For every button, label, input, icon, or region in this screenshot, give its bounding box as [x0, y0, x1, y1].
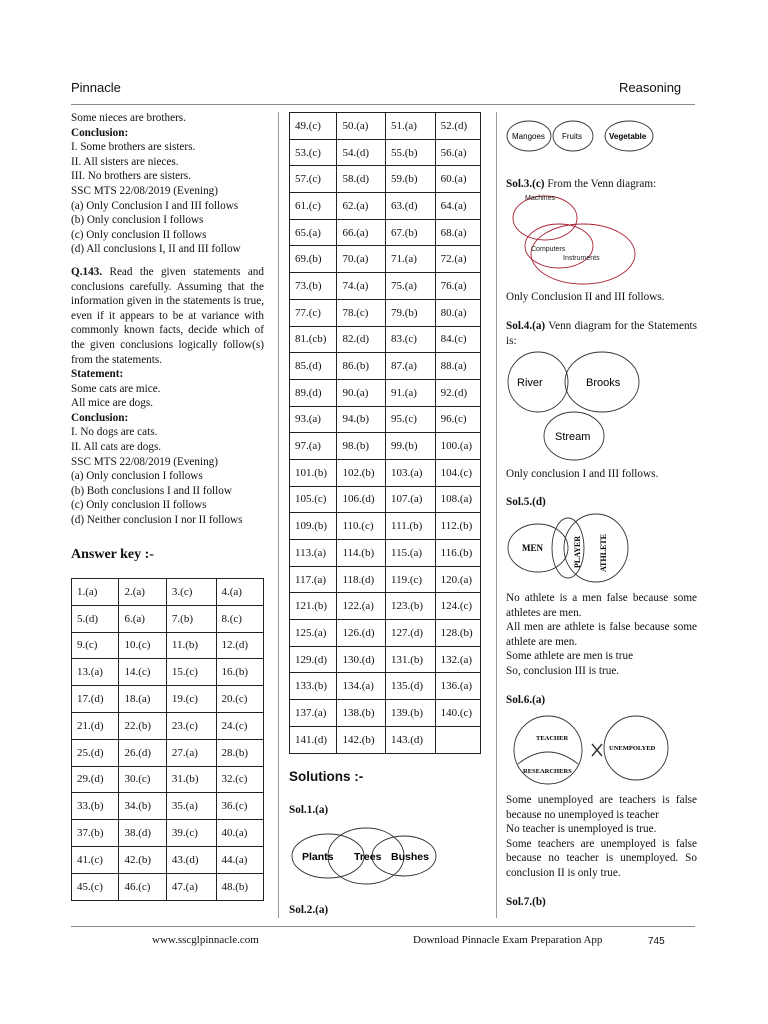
- sol4-result: Only conclusion I and III follows.: [506, 468, 659, 480]
- answer-key-cell: 72.(a): [435, 246, 480, 273]
- answer-key-cell: 90.(a): [337, 379, 386, 406]
- answer-key-cell: 143.(d): [386, 726, 436, 753]
- column-divider-1: [278, 112, 279, 918]
- answer-key-cell: 28.(b): [216, 739, 263, 766]
- q143-text: [71, 265, 264, 367]
- q143-line: Conclusion:: [71, 411, 129, 424]
- answer-key-cell: 38.(d): [119, 820, 166, 847]
- solutions-title: Solutions :-: [289, 769, 364, 784]
- answer-key-row: [72, 766, 264, 793]
- answer-key-cell: 142.(b): [337, 726, 386, 753]
- answer-key-cell: 49.(c): [290, 113, 337, 140]
- sol5-line: So, conclusion III is true.: [506, 664, 620, 677]
- answer-key-cell: 109.(b): [290, 513, 337, 540]
- answer-key-cell: 127.(d): [386, 620, 436, 647]
- answer-key-row: [290, 566, 481, 593]
- answer-key-cell: 6.(a): [119, 605, 166, 632]
- answer-key-cell: 89.(d): [290, 379, 337, 406]
- answer-key-cell: 130.(d): [337, 646, 386, 673]
- answer-key-row: [290, 459, 481, 486]
- q143-line: (c) Only conclusion II follows: [71, 499, 207, 512]
- answer-key-cell: 137.(a): [290, 700, 337, 727]
- q143-line: SSC MTS 22/08/2019 (Evening): [71, 455, 218, 468]
- answer-key-row: [72, 579, 264, 606]
- label-computers: Computers: [531, 246, 566, 253]
- answer-key-cell: 46.(c): [119, 873, 166, 900]
- answer-key-cell: 45.(c): [72, 873, 119, 900]
- q143-line: Statement:: [71, 368, 124, 381]
- label-brooks: Brooks: [586, 377, 621, 389]
- q142-line: (d) All conclusions I, II and III follow: [71, 243, 241, 256]
- header-right: Reasoning: [619, 80, 682, 95]
- answer-key-cell: 69.(b): [290, 246, 337, 273]
- answer-key-row: [290, 513, 481, 540]
- answer-key-cell: 87.(a): [386, 353, 436, 380]
- venn-diagram-sol4: [506, 348, 656, 462]
- venn-diagram-sol5: [506, 510, 636, 590]
- answer-key-cell: 119.(c): [386, 566, 436, 593]
- header-left: Pinnacle: [71, 80, 121, 95]
- column-divider-2: [496, 112, 497, 918]
- answer-key-cell: 96.(c): [435, 406, 480, 433]
- q142-line: III. No brothers are sisters.: [71, 170, 191, 183]
- answer-key-cell: 56.(a): [435, 139, 480, 166]
- answer-key-row: [290, 406, 481, 433]
- label-vegetable: Vegetable: [609, 132, 647, 141]
- answer-key-cell: 43.(d): [166, 846, 216, 873]
- answer-key-cell: 132.(a): [435, 646, 480, 673]
- answer-key-cell: 118.(d): [337, 566, 386, 593]
- answer-key-cell: 51.(a): [386, 113, 436, 140]
- answer-key-row: [72, 820, 264, 847]
- answer-key-row: [72, 632, 264, 659]
- answer-key-cell: 88.(a): [435, 353, 480, 380]
- label-researchers: RESEARCHERS: [523, 768, 572, 775]
- answer-key-row: [72, 659, 264, 686]
- answer-key-cell: 94.(b): [337, 406, 386, 433]
- answer-key-cell: 75.(a): [386, 273, 436, 300]
- sol6-label: Sol.6.(a): [506, 694, 546, 706]
- answer-key-cell: 103.(a): [386, 459, 436, 486]
- label-men: MEN: [522, 543, 543, 553]
- answer-key-row: [290, 540, 481, 567]
- answer-key-cell: 135.(d): [386, 673, 436, 700]
- answer-key-row: [72, 873, 264, 900]
- answer-key-cell: 21.(d): [72, 712, 119, 739]
- answer-key-cell: 25.(d): [72, 739, 119, 766]
- answer-key-row: [290, 166, 481, 193]
- answer-key-cell: 18.(a): [119, 686, 166, 713]
- answer-key-row: [72, 739, 264, 766]
- label-trees: Trees: [354, 851, 382, 863]
- answer-key-row: [290, 113, 481, 140]
- q143-line: All mice are dogs.: [71, 397, 154, 410]
- answer-key-row: [72, 846, 264, 873]
- answer-key-cell: 141.(d): [290, 726, 337, 753]
- q142-line: II. All sisters are nieces.: [71, 155, 179, 168]
- sol1-label: Sol.1.(a): [289, 804, 329, 816]
- answer-key-cell: 40.(a): [216, 820, 263, 847]
- answer-key-cell: 17.(d): [72, 686, 119, 713]
- answer-key-cell: 68.(a): [435, 219, 480, 246]
- label-mangoes: Mangoes: [512, 132, 545, 141]
- label-machines: Machines: [525, 195, 555, 202]
- answer-key-cell: 33.(b): [72, 793, 119, 820]
- answer-key-cell: 27.(a): [166, 739, 216, 766]
- answer-key-cell: 57.(c): [290, 166, 337, 193]
- venn-diagram-sol3: [505, 190, 645, 286]
- q142-line: (a) Only Conclusion I and III follows: [71, 199, 239, 212]
- answer-key-row: [290, 379, 481, 406]
- q143-line: Some cats are mice.: [71, 382, 161, 395]
- answer-key-cell: 8.(c): [216, 605, 263, 632]
- sol5-line: Some athlete are men is true: [506, 650, 634, 663]
- answer-key-row: [290, 646, 481, 673]
- answer-key-cell: 125.(a): [290, 620, 337, 647]
- answer-key-cell: 104.(c): [435, 459, 480, 486]
- venn-diagram-sol6: [506, 712, 676, 786]
- answer-key-cell: 58.(d): [337, 166, 386, 193]
- q142-line: (c) Only conclusion II follows: [71, 228, 207, 241]
- answer-key-cell: 10.(c): [119, 632, 166, 659]
- answer-key-cell: 37.(b): [72, 820, 119, 847]
- answer-key-cell: 113.(a): [290, 540, 337, 567]
- answer-key-cell: 30.(c): [119, 766, 166, 793]
- answer-key-table-left: [71, 578, 264, 901]
- answer-key-cell: 7.(b): [166, 605, 216, 632]
- answer-key-row: [290, 299, 481, 326]
- answer-key-cell: 52.(d): [435, 113, 480, 140]
- answer-key-cell: 16.(b): [216, 659, 263, 686]
- sol6-line: Some unemployed are teachers is false because no unemployed is teacher: [506, 794, 697, 821]
- answer-key-cell: 26.(d): [119, 739, 166, 766]
- label-bushes: Bushes: [391, 851, 429, 863]
- answer-key-cell: 140.(c): [435, 700, 480, 727]
- answer-key-cell: 134.(a): [337, 673, 386, 700]
- answer-key-cell: 102.(b): [337, 459, 386, 486]
- sol3-result: Only Conclusion II and III follows.: [506, 291, 665, 303]
- answer-key-cell: 42.(b): [119, 846, 166, 873]
- answer-key-cell: 84.(c): [435, 326, 480, 353]
- answer-key-cell: 116.(b): [435, 540, 480, 567]
- label-athlete: ATHLETE: [599, 533, 608, 572]
- answer-key-cell: 115.(a): [386, 540, 436, 567]
- answer-key-cell: [435, 726, 480, 753]
- answer-key-cell: 81.(cb): [290, 326, 337, 353]
- footer-app-text: Download Pinnacle Exam Preparation App: [413, 934, 603, 946]
- answer-key-cell: 120.(a): [435, 566, 480, 593]
- answer-key-cell: 65.(a): [290, 219, 337, 246]
- answer-key-cell: 23.(c): [166, 712, 216, 739]
- answer-key-cell: 99.(b): [386, 433, 436, 460]
- sol5-label: Sol.5.(d): [506, 496, 546, 508]
- footer-rule: [71, 926, 695, 927]
- label-fruits: Fruits: [562, 132, 582, 141]
- answer-key-cell: 50.(a): [337, 113, 386, 140]
- answer-key-row: [72, 605, 264, 632]
- answer-key-cell: 111.(b): [386, 513, 436, 540]
- venn-diagram-sol1: [290, 820, 440, 892]
- answer-key-row: [290, 139, 481, 166]
- answer-key-cell: 34.(b): [119, 793, 166, 820]
- answer-key-cell: 64.(a): [435, 193, 480, 220]
- answer-key-row: [290, 326, 481, 353]
- answer-key-cell: 53.(c): [290, 139, 337, 166]
- answer-key-cell: 110.(c): [337, 513, 386, 540]
- sol4-line: [506, 319, 697, 348]
- q142-line: Some nieces are brothers.: [71, 112, 186, 124]
- answer-key-cell: 74.(a): [337, 273, 386, 300]
- answer-key-cell: 83.(c): [386, 326, 436, 353]
- q142-line: Conclusion:: [71, 126, 129, 139]
- answer-key-cell: 61.(c): [290, 193, 337, 220]
- answer-key-cell: 129.(d): [290, 646, 337, 673]
- answer-key-cell: 60.(a): [435, 166, 480, 193]
- column-1: [71, 111, 264, 528]
- answer-key-cell: 133.(b): [290, 673, 337, 700]
- label-stream: Stream: [555, 431, 591, 443]
- answer-key-cell: 13.(a): [72, 659, 119, 686]
- answer-key-cell: 62.(a): [337, 193, 386, 220]
- sol3-text: From the Venn diagram:: [547, 178, 657, 190]
- answer-key-cell: 117.(a): [290, 566, 337, 593]
- sol6-line: Some teachers are unemployed is false because no teacher is unemployed. So conclusion II is only true.: [506, 837, 697, 879]
- sol2-label: Sol.2.(a): [289, 904, 329, 916]
- label-teacher: TEACHER: [536, 735, 569, 742]
- answer-key-cell: 4.(a): [216, 579, 263, 606]
- answer-key-cell: 108.(a): [435, 486, 480, 513]
- answer-key-cell: 92.(d): [435, 379, 480, 406]
- answer-key-cell: 32.(c): [216, 766, 263, 793]
- venn-diagram-sol2: [505, 118, 655, 158]
- answer-key-cell: 97.(a): [290, 433, 337, 460]
- label-player: PLAYER: [573, 535, 582, 568]
- answer-key-cell: 79.(b): [386, 299, 436, 326]
- answer-key-cell: 55.(b): [386, 139, 436, 166]
- label-river: River: [517, 377, 543, 389]
- answer-key-cell: 67.(b): [386, 219, 436, 246]
- answer-key-cell: 2.(a): [119, 579, 166, 606]
- sol5-line: All men are athlete is false because some athlete are men.: [506, 621, 697, 648]
- answer-key-row: [290, 219, 481, 246]
- answer-key-cell: 101.(b): [290, 459, 337, 486]
- answer-key-cell: 98.(b): [337, 433, 386, 460]
- answer-key-cell: 31.(b): [166, 766, 216, 793]
- answer-key-row: [290, 700, 481, 727]
- answer-key-row: [290, 486, 481, 513]
- answer-key-row: [290, 273, 481, 300]
- q143-line: I. No dogs are cats.: [71, 426, 158, 439]
- header-rule: [71, 104, 695, 105]
- answer-key-table-right: [289, 112, 481, 754]
- answer-key-cell: 138.(b): [337, 700, 386, 727]
- answer-key-cell: 122.(a): [337, 593, 386, 620]
- q143-body: Read the given statements and conclusions carefully. Assuming that the information given in the statements is true, even if it appears to be at variance with commonly known facts, decide which of the given conclusions logically follow(s) from the statements.: [71, 265, 264, 366]
- sol5-text: [506, 591, 697, 679]
- answer-key-row: [72, 793, 264, 820]
- answer-key-cell: 9.(c): [72, 632, 119, 659]
- answer-key-row: [290, 353, 481, 380]
- sol6-line: No teacher is unemployed is true.: [506, 823, 657, 836]
- q143-line: (d) Neither conclusion I nor II follows: [71, 514, 243, 527]
- answer-key-cell: 80.(a): [435, 299, 480, 326]
- answer-key-cell: 106.(d): [337, 486, 386, 513]
- sol4-text: Venn diagram for the Statements is:: [506, 320, 697, 347]
- answer-key-cell: 12.(d): [216, 632, 263, 659]
- answer-key-cell: 20.(c): [216, 686, 263, 713]
- answer-key-cell: 71.(a): [386, 246, 436, 273]
- answer-key-row: [72, 686, 264, 713]
- sol3-label: Sol.3.(c): [506, 178, 545, 190]
- answer-key-cell: 1.(a): [72, 579, 119, 606]
- answer-key-cell: 91.(a): [386, 379, 436, 406]
- page-number: 745: [648, 936, 665, 947]
- answer-key-cell: 136.(a): [435, 673, 480, 700]
- answer-key-cell: 24.(c): [216, 712, 263, 739]
- answer-key-cell: 41.(c): [72, 846, 119, 873]
- answer-key-cell: 139.(b): [386, 700, 436, 727]
- answer-key-row: [72, 712, 264, 739]
- answer-key-cell: 11.(b): [166, 632, 216, 659]
- answer-key-cell: 86.(b): [337, 353, 386, 380]
- answer-key-row: [290, 620, 481, 647]
- answer-key-cell: 123.(b): [386, 593, 436, 620]
- label-instruments: Instruments: [563, 255, 600, 262]
- answer-key-cell: 107.(a): [386, 486, 436, 513]
- label-unempolyed: UNEMPOLYED: [609, 745, 656, 752]
- answer-key-cell: 39.(c): [166, 820, 216, 847]
- answer-key-cell: 59.(b): [386, 166, 436, 193]
- answer-key-cell: 105.(c): [290, 486, 337, 513]
- answer-key-cell: 29.(d): [72, 766, 119, 793]
- answer-key-cell: 70.(a): [337, 246, 386, 273]
- answer-key-cell: 19.(c): [166, 686, 216, 713]
- answer-key-cell: 3.(c): [166, 579, 216, 606]
- answer-key-cell: 73.(b): [290, 273, 337, 300]
- answer-key-cell: 35.(a): [166, 793, 216, 820]
- answer-key-cell: 76.(a): [435, 273, 480, 300]
- q142-line: I. Some brothers are sisters.: [71, 141, 196, 154]
- sol6-text: [506, 793, 697, 881]
- answer-key-cell: 121.(b): [290, 593, 337, 620]
- answer-key-cell: 54.(d): [337, 139, 386, 166]
- label-plants: Plants: [302, 851, 334, 863]
- answer-key-cell: 114.(b): [337, 540, 386, 567]
- answer-key-cell: 14.(c): [119, 659, 166, 686]
- sol4-label: Sol.4.(a): [506, 320, 546, 332]
- answer-key-cell: 131.(b): [386, 646, 436, 673]
- q142-line: SSC MTS 22/08/2019 (Evening): [71, 184, 218, 197]
- footer-website[interactable]: www.sscglpinnacle.com: [152, 934, 259, 946]
- sol7-label: Sol.7.(b): [506, 896, 546, 908]
- answer-key-cell: 126.(d): [337, 620, 386, 647]
- answer-key-row: [290, 726, 481, 753]
- answer-key-row: [290, 246, 481, 273]
- answer-key-cell: 22.(b): [119, 712, 166, 739]
- answer-key-cell: 93.(a): [290, 406, 337, 433]
- answer-key-cell: 82.(d): [337, 326, 386, 353]
- answer-key-cell: 48.(b): [216, 873, 263, 900]
- q142-line: (b) Only conclusion I follows: [71, 214, 204, 227]
- answer-key-cell: 112.(b): [435, 513, 480, 540]
- q143-line: II. All cats are dogs.: [71, 441, 162, 454]
- answer-key-cell: 66.(a): [337, 219, 386, 246]
- answer-key-cell: 100.(a): [435, 433, 480, 460]
- answer-key-cell: 36.(c): [216, 793, 263, 820]
- answer-key-cell: 47.(a): [166, 873, 216, 900]
- answer-key-cell: 78.(c): [337, 299, 386, 326]
- answer-key-row: [290, 673, 481, 700]
- answer-key-title: Answer key :-: [71, 547, 154, 562]
- answer-key-cell: 85.(d): [290, 353, 337, 380]
- answer-key-cell: 15.(c): [166, 659, 216, 686]
- answer-key-cell: 63.(d): [386, 193, 436, 220]
- q143-line: (b) Both conclusions I and II follow: [71, 484, 232, 497]
- answer-key-row: [290, 593, 481, 620]
- q143-label: Q.143.: [71, 265, 103, 278]
- q143-line: (a) Only conclusion I follows: [71, 470, 203, 483]
- answer-key-cell: 44.(a): [216, 846, 263, 873]
- answer-key-cell: 77.(c): [290, 299, 337, 326]
- answer-key-cell: 95.(c): [386, 406, 436, 433]
- answer-key-row: [290, 193, 481, 220]
- answer-key-cell: 124.(c): [435, 593, 480, 620]
- answer-key-cell: 5.(d): [72, 605, 119, 632]
- answer-key-row: [290, 433, 481, 460]
- sol5-line: No athlete is a men false because some athletes are men.: [506, 592, 697, 619]
- answer-key-cell: 128.(b): [435, 620, 480, 647]
